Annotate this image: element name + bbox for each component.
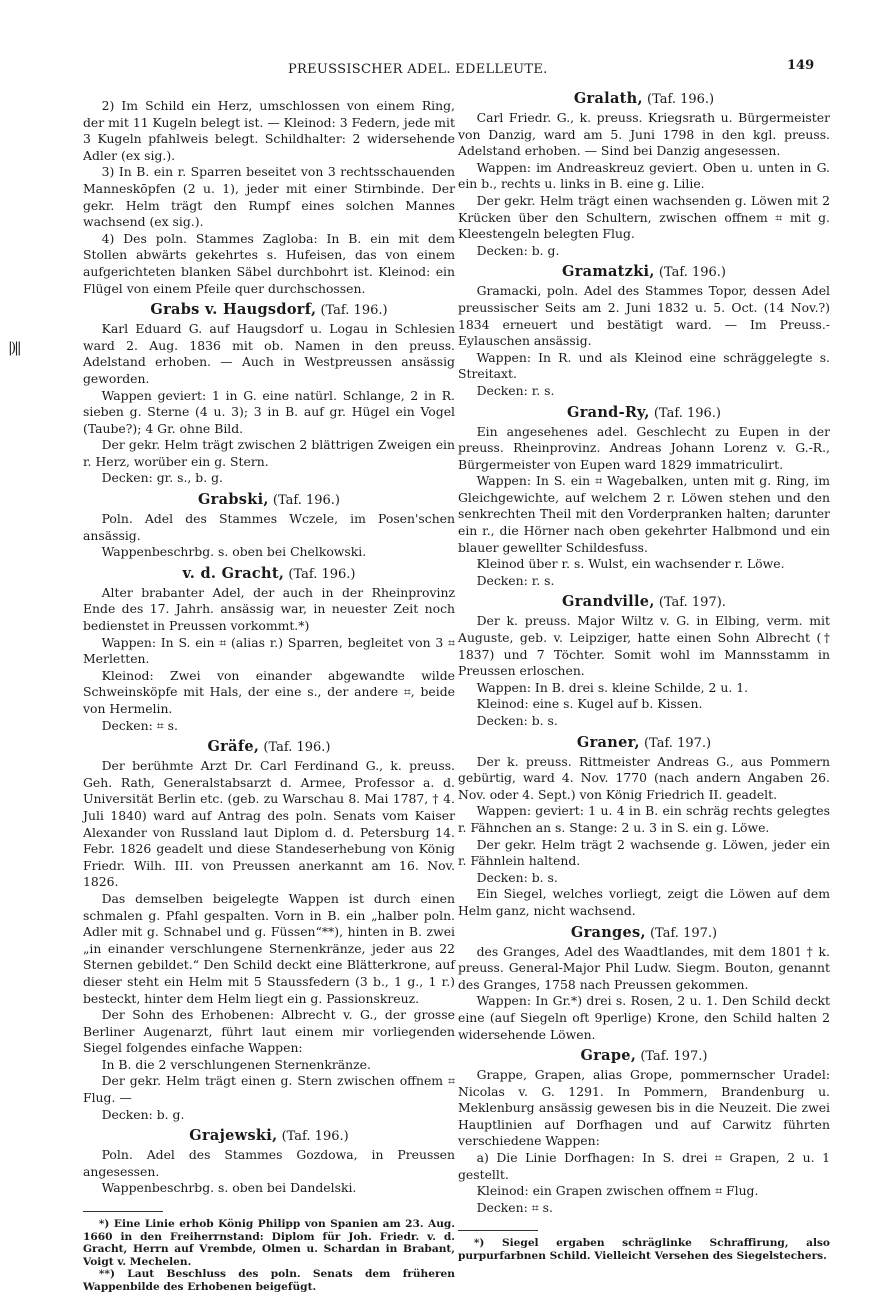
paragraph: Kleinod: Zwei von einander abgewandte wilde Schweinsköpfe mit Hals, der eine s., der andere ⌗, beide von Hermelin. — [83, 667, 455, 716]
family-name: Grajewski, — [189, 1127, 278, 1145]
footnote: **) Laut Beschluss des poln. Senats dem früheren Wappenbilde des Erhobenen beigefügt. — [83, 1268, 455, 1293]
family-name: Grape, — [580, 1047, 637, 1065]
entry-heading — [83, 738, 455, 757]
paragraph: Der Sohn des Erhobenen: Albrecht v. G., der grosse Berliner Augenarzt, führt laut einem mir vorliegenden Siegel folgendes einfache Wappen: — [83, 1007, 455, 1056]
entry-heading — [458, 734, 830, 753]
plate-reference: (Taf. 196.) — [647, 92, 715, 107]
footnote-divider — [83, 1211, 163, 1212]
paragraph: Wappen: In Gr.*) drei s. Rosen, 2 u. 1. Den Schild deckt eine (auf Siegeln oft 9perlige) Krone, den Schild halten 2 widersehende Löwen. — [458, 993, 830, 1042]
plate-reference: (Taf. 197.) — [649, 925, 718, 941]
paragraph: Decken: ⌗ s. — [476, 1199, 553, 1215]
plate-reference: (Taf. 196.) — [320, 303, 388, 319]
paragraph: Decken: gr. s., b. g. — [101, 470, 223, 486]
running-header: PREUSSISCHER ADEL. EDELLEUTE. — [288, 62, 548, 77]
footnote: *) Eine Linie erhob König Philipp von Spanien am 23. Aug. 1660 in den Freiherrnstand: Diplom für Joh. Friedr. v. d. Gracht, Herrn auf Vrembde, Olmen u. Schardan in Brabant, Voigt v. Mechelen. — [83, 1218, 455, 1268]
family-name: Gralath, — [573, 90, 643, 107]
family-name: Grandville, — [562, 593, 655, 611]
paragraph: Wappenbeschrbg. s. oben bei Chelkowski. — [101, 544, 367, 560]
paragraph: Decken: ⌗ s. — [101, 717, 178, 733]
plate-reference: (Taf. 196.) — [281, 1129, 349, 1145]
paragraph: Ein angesehenes adel. Geschlecht zu Eupen in der preuss. Rheinprovinz. Andreas Johann Lorenz v. G.-R., Bürgermeister von Eupen ward 1829 immatriculirt. — [458, 423, 830, 472]
paragraph: Wappen: In B. drei s. kleine Schilde, 2 u. 1. — [476, 679, 749, 695]
plate-reference: (Taf. 196.) — [272, 493, 340, 509]
paragraph: Kleinod: eine s. Kugel auf b. Kissen. — [476, 696, 703, 712]
paragraph: Decken: b. s. — [476, 869, 558, 885]
family-name: Grabski, — [198, 491, 269, 509]
family-name: Grand-Ry, — [567, 403, 650, 421]
paragraph: des Granges, Adel des Waadtlandes, mit dem 1801 † k. preuss. General-Major Phil Ludw. Siegm. Bouton, genannt des Granges, 1758 nach Preussen gekommen. — [458, 943, 830, 992]
entry-heading — [458, 593, 830, 612]
paragraph: Alter brabanter Adel, der auch in der Rheinprovinz Ende des 17. Jahrh. ansässig war, in neuester Zeit noch bedienstet in Preussen vorkommt.*) — [83, 584, 455, 634]
plate-reference: (Taf. 196.) — [658, 265, 726, 281]
paragraph: a) Die Linie Dorfhagen: In S. drei ⌗ Grapen, 2 u. 1 gestellt. — [458, 1150, 830, 1182]
paragraph: Wappenbeschrbg. s. oben bei Dandelski. — [101, 1180, 357, 1196]
plate-reference: (Taf. 197.) — [643, 735, 712, 751]
paragraph: Karl Eduard G. auf Haugsdorf u. Logau in Schlesien ward 2. Aug. 1836 mit ob. Namen in den preuss. Adelstand erhoben. — Auch in Westpreussen ansässig geworden. — [83, 321, 455, 386]
entry-heading — [83, 301, 455, 320]
paragraph: Decken: b. g. — [101, 1106, 185, 1122]
family-name: Gräfe, — [207, 738, 260, 756]
paragraph: Decken: r. s. — [476, 572, 555, 588]
paragraph: Decken: b. s. — [476, 713, 558, 728]
page-number: 149 — [787, 58, 815, 73]
paragraph: Wappen: In R. und als Kleinod eine schräggelegte s. Streitaxt. — [458, 349, 830, 382]
right-column — [458, 86, 830, 1263]
paragraph: Carl Friedr. G., k. preuss. Kriegsrath u. Bürgermeister von Danzig, ward am 5. Juni 1798 in den kgl. preuss. Adelstand erhoben. — Sind bei Danzig angesessen. — [458, 110, 830, 159]
entry-heading — [458, 263, 830, 282]
paragraph: Wappen: geviert: 1 u. 4 in B. ein schräg rechts gelegtes r. Fähnchen an s. Stange: 2 u. 3 in S. ein g. Löwe. — [458, 803, 830, 835]
plate-reference: (Taf. 196.) — [288, 566, 356, 582]
left-column — [83, 98, 455, 1294]
paragraph: Der berühmte Arzt Dr. Carl Ferdinand G., k. preuss. Geh. Rath, Generalstabsarzt d. Armee, Professor a. d. Universität Berlin etc. (geb. zu Warschau 8. Mai 1787, † 4. Juli 1840) ward auf Antrag des poln. Senats vom Kaiser Alexander von Russland laut Diplom d. d. Petersburg 14. Febr. 1826 geadelt und diese Standeserhebung von König Friedr. Wilh. III. von Preussen anerkannt am 16. Nov. 1826. — [83, 758, 455, 890]
paragraph: Decken: b. g. — [476, 242, 560, 258]
plate-reference: (Taf. 197). — [658, 595, 726, 611]
paragraph: Poln. Adel des Stammes Wczele, im Posen'schen ansässig. — [83, 511, 455, 543]
paragraph: 2) Im Schild ein Herz, umschlossen von einem Ring, der mit 11 Kugeln belegt ist. — Kleinod: 3 Federn, jede mit 3 Kugeln pfahlweis belegt. Schildhalter: 2 widersehende Adler (ex sig.). — [83, 98, 455, 163]
paragraph: Der gekr. Helm trägt einen g. Stern zwischen offnem ⌗ Flug. — — [83, 1073, 455, 1106]
paragraph: Kleinod: ein Grapen zwischen offnem ⌗ Flug. — [476, 1183, 759, 1199]
family-name: v. d. Gracht, — [182, 564, 285, 582]
plate-reference: (Taf. 196.) — [653, 405, 721, 421]
paragraph: Grappe, Grapen, alias Grope, pommernscher Uradel: Nicolas v. G. 1291. In Pommern, Brandenburg u. Meklenburg ansässig gewesen bis in die Neuzeit. Die zwei Hauptlinien auf Dorfhagen und auf Carwitz führten verschiedene Wappen: — [458, 1067, 830, 1149]
paragraph: Wappen: im Andreaskreuz geviert. Oben u. unten in G. ein b., rechts u. links in B. eine g. Lilie. — [458, 159, 830, 192]
footnote-divider — [458, 1230, 538, 1231]
paragraph: Der gekr. Helm trägt zwischen 2 blättrigen Zweigen ein r. Herz, worüber ein g. Stern. — [83, 437, 455, 469]
entry-heading — [458, 1047, 830, 1066]
entry-heading — [83, 565, 455, 584]
paragraph: Wappen: In S. ein ⌗ (alias r.) Sparren, begleitet von 3 ⌗ Merletten. — [83, 634, 455, 667]
plate-reference: (Taf. 197.) — [640, 1049, 708, 1065]
plate-reference: (Taf. 196.) — [263, 740, 331, 756]
entry-heading — [458, 404, 830, 423]
paragraph: Kleinod über r. s. Wulst, ein wachsender r. Löwe. — [476, 556, 785, 572]
paragraph: Ein Siegel, welches vorliegt, zeigt die Löwen auf dem Helm ganz, nicht wachsend. — [458, 886, 830, 918]
paragraph: Gramacki, poln. Adel des Stammes Topor, dessen Adel preussischer Seits am 2. Juni 1832 u. 5. Oct. (14 Nov.?) 1834 erneuert und bestätigt ward. — Im Preuss.-Eylauschen ansässig. — [458, 283, 830, 349]
paragraph: Das demselben beigelegte Wappen ist durch einen schmalen g. Pfahl gespalten. Vorn in B. ein „halber poln. Adler mit g. Schnabel und g. Füssen“**), hinten in B. zwei „in einander verschlungene Sternenkränze, jeder aus 22 Sternen gebildet.“ Den Schild deckt eine Blätterkrone, auf dieser steht ein Helm mit 5 Staussfedern (3 b., 1 g., 1 r.) besteckt, hinter dem Helm liegt ein g. Passionskreuz. — [83, 890, 455, 1006]
footnote: *) Siegel ergaben schräglinke Schraffirung, also purpurfarbnen Schild. Vielleicht Versehen des Siegelstechers. — [458, 1237, 830, 1263]
paragraph: Der k. preuss. Major Wiltz v. G. in Elbing, verm. mit Auguste, geb. v. Leipziger, hatte einen Sohn Albrecht († 1837) und 7 Töchter. Somit wohl im Mannsstamm in Preussen erloschen. — [458, 613, 830, 679]
family-name: Granges, — [570, 923, 646, 941]
paragraph: Der gekr. Helm trägt 2 wachsende g. Löwen, jeder ein r. Fähnlein haltend. — [458, 836, 830, 869]
paragraph: Decken: r. s. — [476, 382, 555, 398]
family-name: Gramatzki, — [562, 263, 655, 281]
entry-heading — [83, 1127, 455, 1146]
entry-heading — [458, 90, 830, 109]
entry-heading — [458, 924, 830, 943]
paragraph: Der gekr. Helm trägt einen wachsenden g. Löwen mit 2 Krücken über den Schultern, zwischen offnem ⌗ mit g. Kleestengeln belegten Flug. — [458, 192, 830, 242]
family-name: Graner, — [576, 733, 640, 751]
paragraph: Der k. preuss. Rittmeister Andreas G., aus Pommern gebürtig, ward 4. Nov. 1770 (nach andern Angaben 26. Nov. oder 4. Sept.) von König Friedrich II. geadelt. — [458, 753, 830, 802]
family-name: Grabs v. Haugsdorf, — [150, 301, 317, 319]
margin-marks: |)|| — [8, 340, 20, 356]
paragraph: Wappen geviert: 1 in G. eine natürl. Schlange, 2 in R. sieben g. Sterne (4 u. 3); 3 in B. auf gr. Hügel ein Vogel (Taube?); 4 Gr. ohne Bild. — [83, 387, 455, 436]
paragraph: In B. die 2 verschlungenen Sternenkränze. — [101, 1056, 371, 1072]
paragraph: 3) In B. ein r. Sparren beseitet von 3 rechtsschauenden Manneskōpfen (2 u. 1), jeder mit einer Stirnbinde. Der gekr. Helm trägt den Rumpf eines solchen Mannes wachsend (ex sig.). — [83, 164, 455, 230]
paragraph: Wappen: In S. ein ⌗ Wagebalken, unten mit g. Ring, im Gleichgewichte, auf welchem 2 r. Löwen stehen und den senkrechten Theil mit den Vorderpranken halten; darunter ein r., die Hörner nach oben gekehrter Halbmond und ein blauer gewellter Schildesfuss. — [458, 473, 830, 555]
paragraph: Poln. Adel des Stammes Gozdowa, in Preussen angesessen. — [83, 1147, 455, 1179]
entry-heading — [83, 491, 455, 510]
paragraph: 4) Des poln. Stammes Zagloba: In B. ein mit dem Stollen abwärts gekehrtes s. Hufeisen, das von einem aufgerichteten blanken Säbel durchbohrt ist. Kleinod: ein Flügel von einem Pfeile quer durchschossen. — [83, 230, 455, 296]
